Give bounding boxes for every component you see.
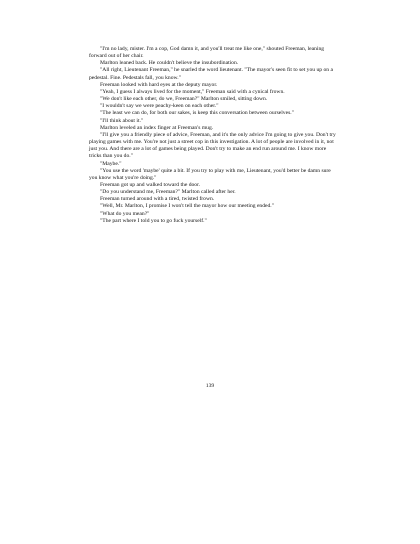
paragraph: "You use the word 'maybe' quite a bit. If you try to play with me, Lieutenant, you'd better be damn sure you know what you're doing." [89,167,331,181]
paragraph: "What do you mean?" [100,210,150,217]
paragraph: "Yeah, I guess I always lived for the moment," Freeman said with a cynical frown. [100,88,285,95]
paragraph: "Well, Mr. Marlton, I promise I won't tell the mayor how our meeting ended." [100,203,274,210]
paragraph: Freeman turned around with a tired, twisted frown. [100,196,215,203]
paragraph: "I'll think about it." [100,117,144,124]
body-text [89,46,337,225]
paragraph: Freeman got up and walked toward the door. [100,181,201,188]
paragraph: Freeman looked with hard eyes at the deputy mayor. [100,81,218,88]
paragraph: "All right, Lieutenant Freeman," he snarled the word lieutenant. "The mayor's seen fit to set you up on a pedestal. Fine. Pedestals fall, you know." [89,67,333,81]
paragraph: "Maybe." [100,160,122,167]
paragraph: Marlton leaned back. He couldn't believe the insubordination. [100,60,239,67]
paragraph: "We don't like each other, do we, Freeman?" Marlton smiled, sitting down. [100,96,268,103]
page-number: 139 [205,383,215,389]
paragraph: "I wouldn't say we were peachy-keen on each other." [100,103,219,110]
paragraph: "The least we can do, for both our sakes, is keep this conversation between ourselves." [100,110,294,117]
paragraph: "Do you understand me, Freeman?" Marlton called after her. [100,189,236,196]
paragraph: "I'm no lady, mister. I'm a cop, God damn it, and you'll treat me like one," shouted Freeman, leaning forward out of her chair. [89,46,325,60]
paragraph: "I'll give you a friendly piece of advice, Freeman, and it's the only advice I'm going to give you. Don't try playing games with me. You're not just a street cop in this investigation. A lot of people are involved in it, not just you. And there are a lot of games being played. Don't try to make an end run around me. I know more tricks than you do." [89,131,336,160]
paragraph: "The part where I told you to go fuck yourself." [100,217,207,224]
paragraph: Marlton leveled an index finger at Freeman's mug. [100,124,214,131]
